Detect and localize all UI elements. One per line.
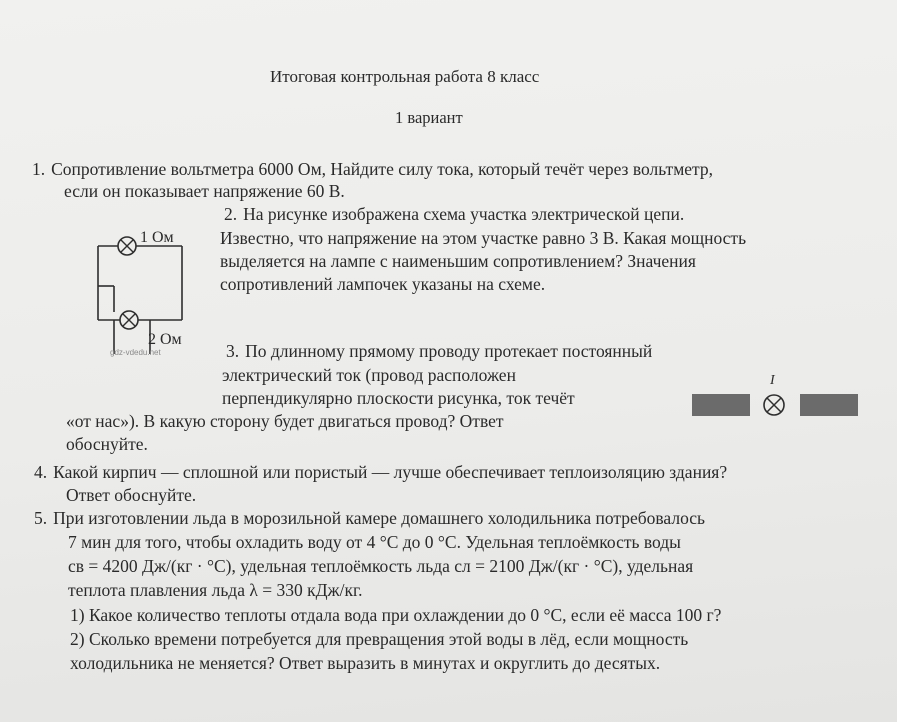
- q3-text-1: По длинному прямому проводу протекает постоянный: [245, 341, 653, 361]
- magnet-right-icon: [800, 394, 858, 416]
- q5-number: 5.: [34, 508, 48, 528]
- q5-sub2a: 2) Сколько времени потребуется для превращения этой воды в лёд, если мощность: [70, 629, 689, 649]
- q3-line3: перпендикулярно плоскости рисунка, ток течёт: [222, 388, 575, 408]
- lamp-bottom-label: 2 Ом: [148, 331, 182, 348]
- magnet-left-icon: [692, 394, 750, 416]
- current-label: I: [770, 373, 775, 388]
- lamp-top-label: 1 Ом: [140, 229, 174, 246]
- q1-line1: [32, 158, 713, 180]
- q5-line2: 7 мин для того, чтобы охладить воду от 4 °С до 0 °С. Удельная теплоёмкость воды: [68, 532, 681, 552]
- circuit-diagram: [90, 224, 200, 364]
- q2-line2: Известно, что напряжение на этом участке равно 3 В. Какая мощность: [220, 228, 747, 248]
- q2-text-1: На рисунке изображена схема участка электрической цепи.: [243, 204, 685, 224]
- variant-label: 1 вариант: [395, 108, 463, 127]
- page-title: Итоговая контрольная работа 8 класс: [270, 67, 540, 86]
- q5-line1: [34, 507, 705, 529]
- q5-text-1: При изготовлении льда в морозильной камере домашнего холодильника потребовалось: [53, 508, 705, 528]
- q2-number: 2.: [224, 204, 238, 224]
- magnet-wire-diagram: [690, 370, 860, 420]
- q4-line1: [34, 461, 727, 483]
- q3-line5: обоснуйте.: [66, 434, 148, 454]
- lamp-bottom-icon: [120, 311, 138, 329]
- q3-number: 3.: [226, 341, 240, 361]
- q1-line2: если он показывает напряжение 60 В.: [64, 181, 345, 201]
- q4-number: 4.: [34, 462, 48, 482]
- q5-line4: теплота плавления льда λ = 330 кДж/кг.: [68, 580, 363, 600]
- q5-line3: cв = 4200 Дж/(кг · °С), удельная теплоёмкость льда cл = 2100 Дж/(кг · °С), удельная: [68, 556, 694, 576]
- q2-line1: [224, 203, 684, 225]
- watermark: gdz-vdedu.net: [110, 348, 161, 357]
- q4-line2: Ответ обоснуйте.: [66, 485, 197, 505]
- wire-into-page-icon: [764, 395, 784, 415]
- q3-line4: «от нас»). В какую сторону будет двигаться провод? Ответ: [66, 411, 504, 431]
- q5-sub1: 1) Какое количество теплоты отдала вода при охлаждении до 0 °С, если её масса 100 г?: [70, 605, 722, 625]
- q4-text-1: Какой кирпич — сплошной или пористый — лучше обеспечивает теплоизоляцию здания?: [53, 462, 728, 482]
- q3-line1: [226, 340, 652, 362]
- lamp-top-icon: [118, 237, 136, 255]
- q5-sub2b: холодильника не меняется? Ответ выразить в минутах и округлить до десятых.: [70, 653, 661, 673]
- q2-line3: выделяется на лампе с наименьшим сопротивлением? Значения: [220, 251, 696, 271]
- q1-number: 1.: [32, 159, 46, 179]
- q1-text-1: Сопротивление вольтметра 6000 Ом, Найдите силу тока, который течёт через вольтметр,: [51, 159, 714, 179]
- q2-line4: сопротивлений лампочек указаны на схеме.: [220, 274, 546, 294]
- q3-line2: электрический ток (провод расположен: [222, 365, 516, 385]
